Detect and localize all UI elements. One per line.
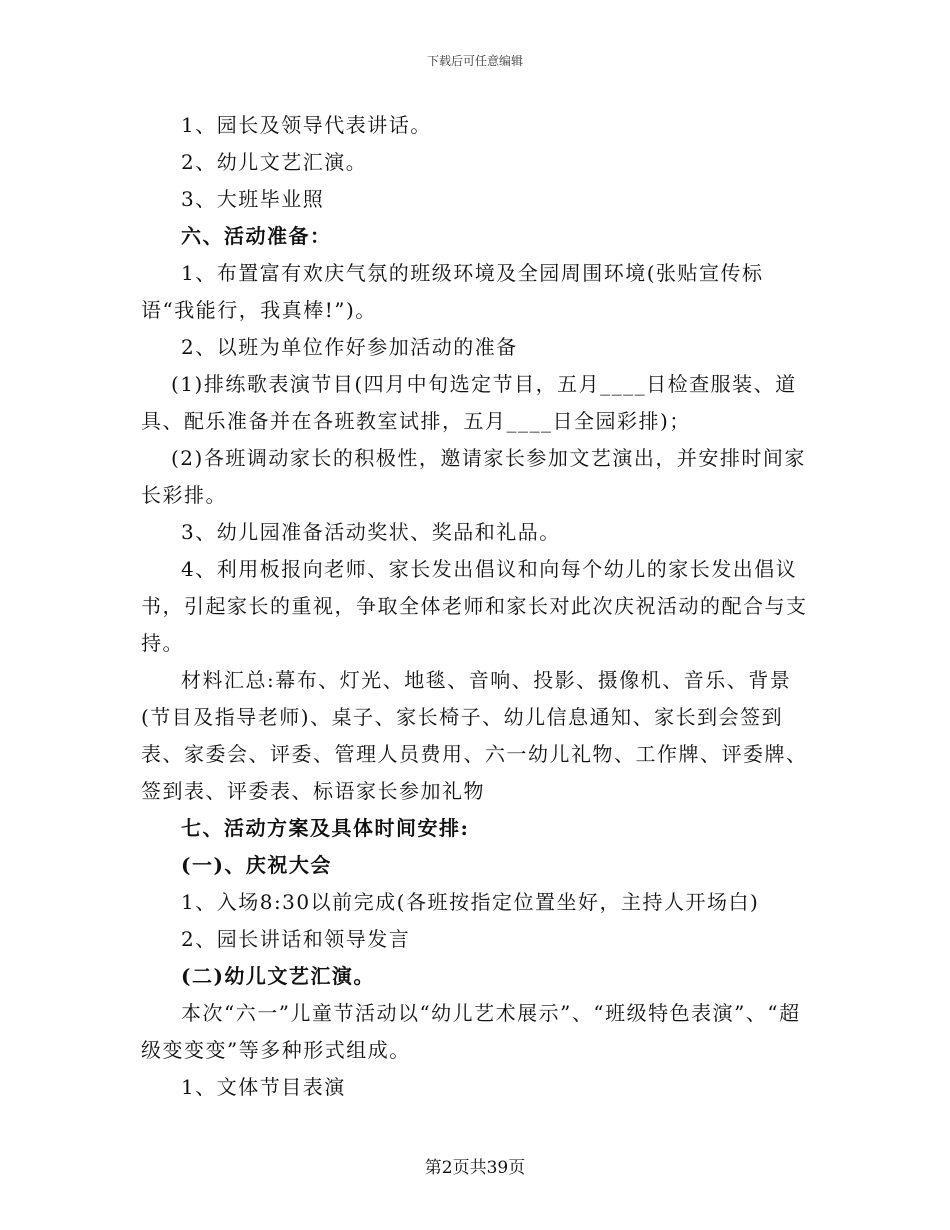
paragraph: 本次“六一”儿童节活动以“幼儿艺术展示”、“班级特色表演”、“超级变变变”等多种形式组成。 bbox=[141, 1001, 801, 1062]
list-item: 2、园长讲话和领导发言 bbox=[181, 927, 411, 951]
section-heading: 六、活动准备： bbox=[181, 224, 332, 248]
list-item: 3、大班毕业照 bbox=[181, 187, 325, 211]
paragraph: (2)各班调动家长的积极性，邀请家长参加文艺演出，并安排时间家长彩排。 bbox=[141, 446, 806, 507]
list-item: 1、文体节目表演 bbox=[181, 1075, 346, 1099]
document-body bbox=[141, 107, 811, 1106]
paragraph: 1、布置富有欢庆气氛的班级环境及全园周围环境(张贴宣传标语“我能行，我真棒!”)。 bbox=[141, 261, 764, 322]
list-item: 1、园长及领导代表讲话。 bbox=[181, 113, 432, 137]
section-heading: 七、活动方案及具体时间安排: bbox=[181, 816, 470, 840]
page-footer: 第2页共39页 bbox=[424, 1158, 526, 1178]
list-item: 3、幼儿园准备活动奖状、奖品和礼品。 bbox=[181, 520, 561, 544]
list-item: 2、幼儿文艺汇演。 bbox=[181, 150, 368, 174]
paragraph: 4、利用板报向老师、家长发出倡议和向每个幼儿的家长发出倡议书，引起家长的重视，争取全体老师和家长对此次庆祝活动的配合与支持。 bbox=[141, 557, 808, 655]
paragraph: (1)排练歌表演节目(四月中旬选定节目，五月____日检查服装、道具、配乐准备并在各班教室试排，五月____日全园彩排)； bbox=[141, 372, 797, 433]
list-item: 2、以班为单位作好参加活动的准备 bbox=[181, 335, 518, 359]
list-item: 1、入场8:30以前完成(各班按指定位置坐好，主持人开场白) bbox=[181, 890, 760, 914]
page-header: 下载后可任意编辑 bbox=[426, 54, 523, 68]
subsection-heading: (二)幼儿文艺汇演。 bbox=[181, 964, 375, 988]
subsection-heading: (一)、庆祝大会 bbox=[181, 853, 332, 877]
paragraph: 材料汇总:幕布、灯光、地毯、音响、投影、摄像机、音乐、背景(节目及指导老师)、桌子、家长椅子、幼儿信息通知、家长到会签到表、家委会、评委、管理人员费用、六一幼儿礼物、工作牌、评委牌、签到表、评委表、标语家长参加礼物 bbox=[141, 668, 808, 803]
